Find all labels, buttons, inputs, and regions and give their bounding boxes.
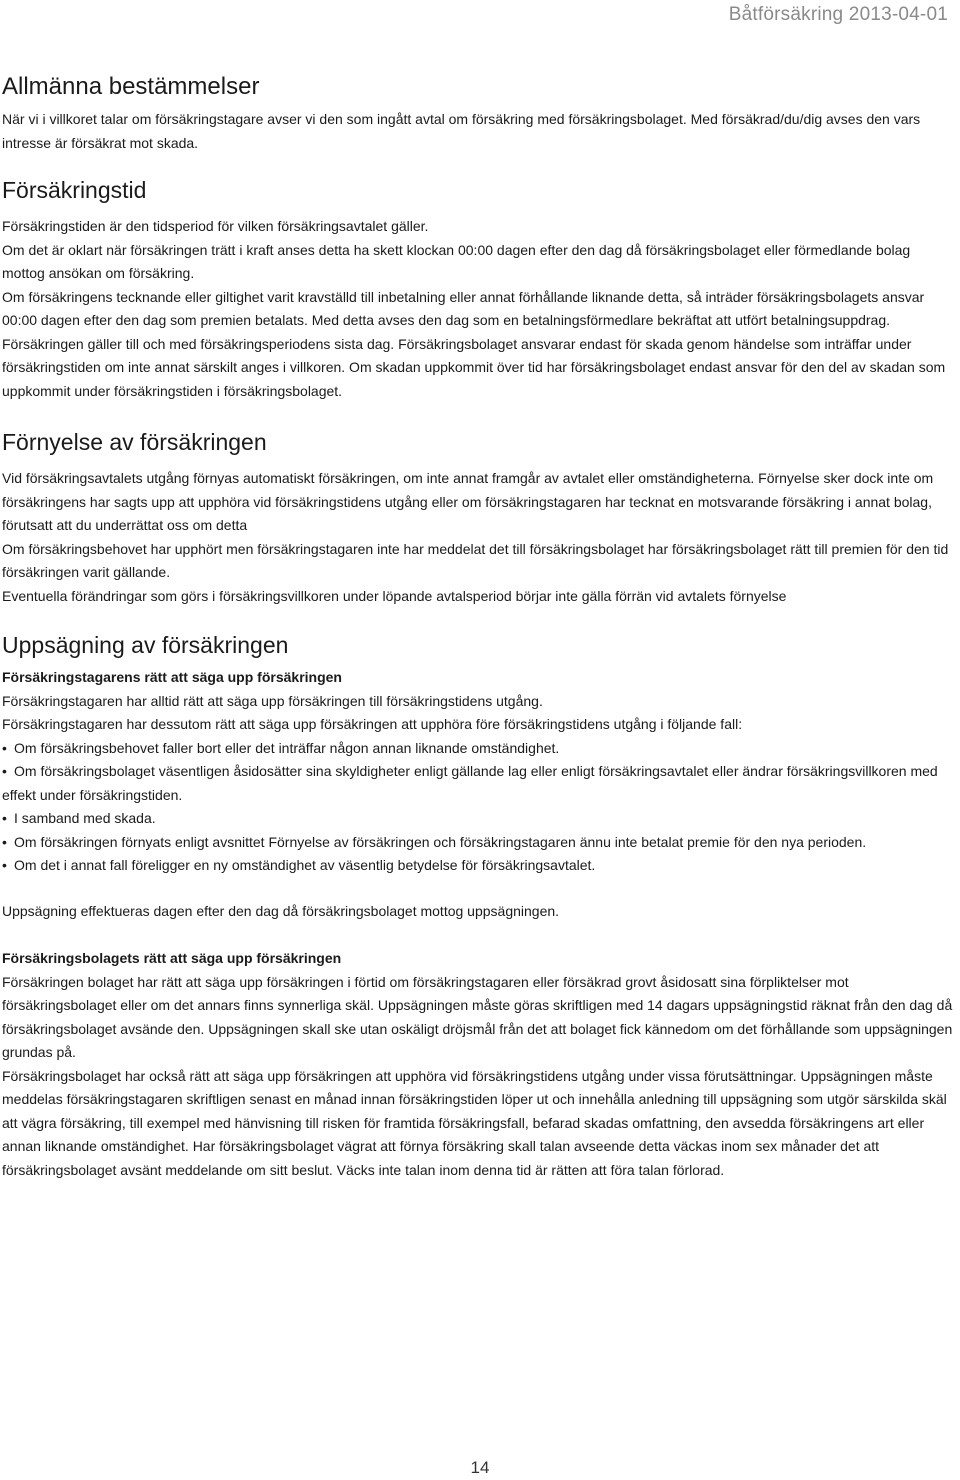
paragraph-fornyelse-2: Om försäkringsbehovet har upphört men försäkringstagaren inte har meddelat det till försäkringsbolaget har försäkringsbolaget rätt till premien för den tid försäkringen varit gällande. [2,540,949,580]
paragraph-bolaget-2: Försäkringsbolaget har också rätt att säga upp försäkringen att upphöra vid försäkringstidens utgång under vissa förutsättningar. Uppsägningen måste meddelas försäkringstagaren skriftligen senast en månad innan försäkringstiden löper ut och innehålla anledning till uppsägning som utgör särskilda skäl att vägra försäkring, till exempel med hänvisning till risken för framtida försäkringsfall, befarad skadas omfattning, den avsedda försäkringens art eller annan liknande omständighet. Har försäkringsbolaget vägrat att förnya försäkring skall talan avseende detta väckas inom sex månader det att försäkringsbolaget avsänt meddelande om sitt beslut. Väcks inte talan inom denna tid är rätten att föra talan förlorad. [2,1067,947,1178]
subtitle-bolagets-ratt: Försäkringsbolagets rätt att säga upp försäkringen [2,950,342,966]
document-header-title: Båtförsäkring 2013-04-01 [728,4,948,25]
section-title-allmanna: Allmänna bestämmelser [2,73,260,100]
section-title-fornyelse: Förnyelse av försäkringen [2,429,267,455]
paragraph-forsakringstid-4: Försäkringen gäller till och med försäkringsperiodens sista dag. Försäkringsbolaget ansvarar endast för skada genom händelse som inträffar under försäkringstiden om inte annat särskilt anges i villkoren. Om skadan uppkommit över tid har försäkringsbolaget endast ansvar för den del av skadan som uppkommit under försäkringstiden i försäkringsbolaget. [2,335,946,399]
document-body [2,72,956,1182]
paragraph-tagare-2: Försäkringstagaren har dessutom rätt att säga upp försäkringen att upphöra före försäkringstidens utgång i följande fall: [2,716,743,732]
paragraph-fornyelse-1: Vid försäkringsavtalets utgång förnyas automatiskt försäkringen, om inte annat framgår av avtalet eller omständigheterna. Förnyelse sker dock inte om försäkringens har sagts upp att upphöra vid försäkringstidens utgång eller om försäkringstagaren har tecknat en motsvarande försäkring i annat bolag, förutsatt att du underrättat oss om detta [2,470,934,533]
section-title-uppsagning: Uppsägning av försäkringen [2,632,289,658]
paragraph-forsakringstid-1: Försäkringstiden är den tidsperiod för vilken försäkringsavtalet gäller. [2,218,429,234]
section-title-forsakringstid: Försäkringstid [2,177,147,203]
paragraph-allmanna-1: När vi i villkoret talar om försäkringstagare avser vi den som ingått avtal om försäkring med försäkringsbolaget. Med försäkrad/du/dig avses den vars intresse är försäkrat mot skada. [2,111,921,151]
paragraph-tagare-1: Försäkringstagaren har alltid rätt att säga upp försäkringen till försäkringstidens utgång. [2,692,543,709]
paragraph-forsakringstid-2: Om det är oklart när försäkringen trätt i kraft anses detta ha skett klockan 00:00 dagen efter den dag då försäkringsbolaget eller förmedlande bolag mottog ansökan om försäkring. [2,241,911,281]
spacer [2,155,956,175]
paragraph-uppsagning-effect: Uppsägning effektueras dagen efter den dag då försäkringsbolaget mottog uppsägningen. [2,902,560,919]
bullet-item: • Om försäkringen förnyats enligt avsnittet Förnyelse av försäkringen och försäkringstagaren ännu inte betalat premie för den nya perioden. [2,831,956,855]
paragraph-forsakringstid-3: Om försäkringens tecknande eller giltighet varit kravställd till inbetalning eller annat förhållande liknande detta, så inträder försäkringsbolagets ansvar 00:00 dagen efter den dag som premien betalats. Med detta avses den dag som en betalningsförmedlare bekräftat att utfört betalningsuppdrag. [2,288,925,328]
spacer [2,403,956,427]
bullet-item: • Om det i annat fall föreligger en ny omständighet av väsentlig betydelse för försäkringsavtalet. [2,854,956,878]
page-number: 14 [470,1458,490,1477]
bullet-item: • I samband med skada. [2,807,956,831]
bullet-item: • Om försäkringsbehovet faller bort eller det inträffar någon annan liknande omständighet. [2,737,956,761]
paragraph-fornyelse-3: Eventuella förändringar som görs i försäkringsvillkoren under löpande avtalsperiod börjar inte gälla förrän vid avtalets förnyelse [2,587,787,604]
subtitle-tagarens-ratt: Försäkringstagarens rätt att säga upp försäkringen [2,669,342,685]
spacer [2,608,956,630]
paragraph-bolaget-1: Försäkringen bolaget har rätt att säga upp försäkringen i förtid om försäkringstagaren eller försäkrad grovt åsidosatt sina förpliktelser mot försäkringsbolaget eller om det annars finns synnerliga skäl. Uppsägningen måste göras skriftligen med 14 dagars uppsägningstid räknat från den dag då försäkringsbolaget avsände den. Uppsägningen skall ske utan oskäligt dröjsmål från det att bolaget fick kännedom om det förhållande som uppsägningen grundas på. [2,973,953,1060]
bullet-item: • Om försäkringsbolaget väsentligen åsidosätter sina skyldigheter enligt gällande lag eller enligt försäkringsavtalet eller ändrar försäkringsvillkoren med effekt under försäkringstiden. [2,760,956,807]
